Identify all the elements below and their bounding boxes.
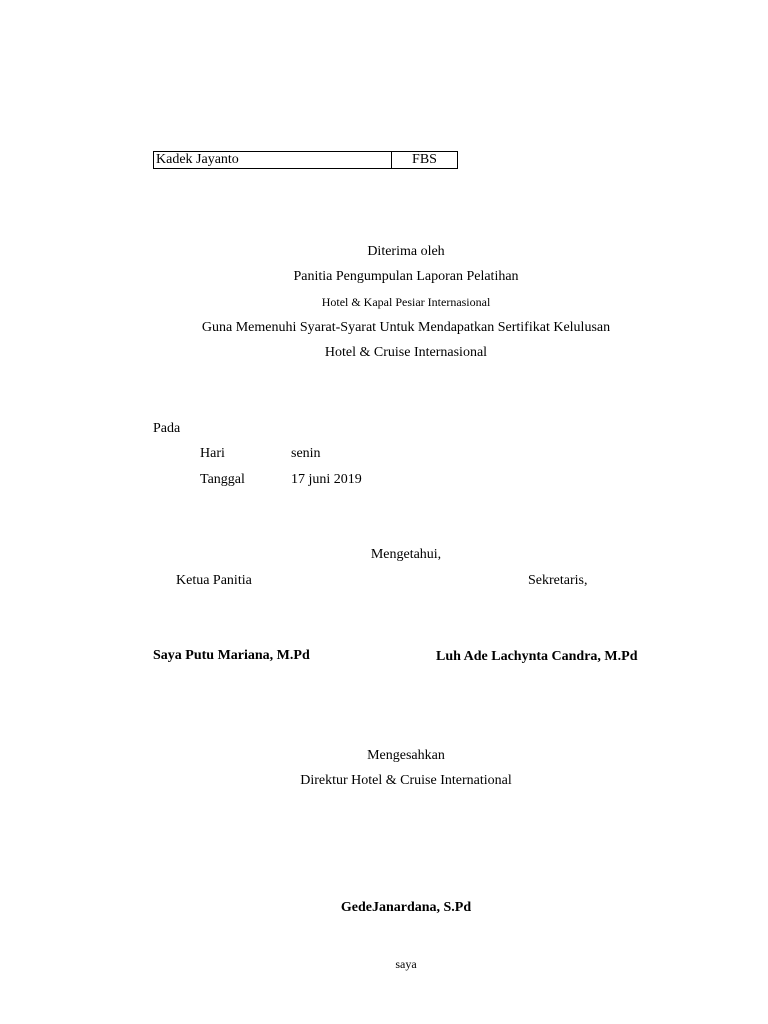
date-value: 17 juni 2019: [291, 472, 362, 487]
received-by-heading: Diterima oleh: [367, 244, 445, 259]
approval-heading: Mengesahkan: [367, 748, 445, 763]
day-value: senin: [291, 446, 321, 461]
student-info-table: [153, 151, 458, 169]
table-row: [154, 152, 458, 169]
chairman-title: Ketua Panitia: [176, 573, 252, 588]
program-name: Hotel & Kapal Pesiar Internasional: [321, 295, 491, 309]
certificate-name: Hotel & Cruise Internasional: [324, 345, 488, 360]
committee-name: Panitia Pengumpulan Laporan Pelatihan: [293, 269, 519, 284]
secretary-title: Sekretaris,: [528, 573, 588, 588]
chairman-name: Saya Putu Mariana, M.Pd: [153, 648, 310, 663]
purpose-statement: Guna Memenuhi Syarat-Syarat Untuk Mendapatkan Sertifikat Kelulusan: [201, 320, 611, 335]
director-name: GedeJanardana, S.Pd: [340, 900, 472, 915]
director-title: Direktur Hotel & Cruise International: [300, 773, 512, 788]
date-label: Tanggal: [200, 472, 245, 487]
secretary-name: Luh Ade Lachynta Candra, M.Pd: [436, 649, 638, 664]
date-block-label: Pada: [153, 421, 181, 436]
department-cell: FBS: [392, 152, 458, 169]
day-label: Hari: [200, 446, 225, 461]
footer-text: saya: [395, 957, 417, 971]
student-name-cell: Kadek Jayanto: [154, 152, 392, 169]
acknowledge-heading: Mengetahui,: [370, 547, 442, 562]
